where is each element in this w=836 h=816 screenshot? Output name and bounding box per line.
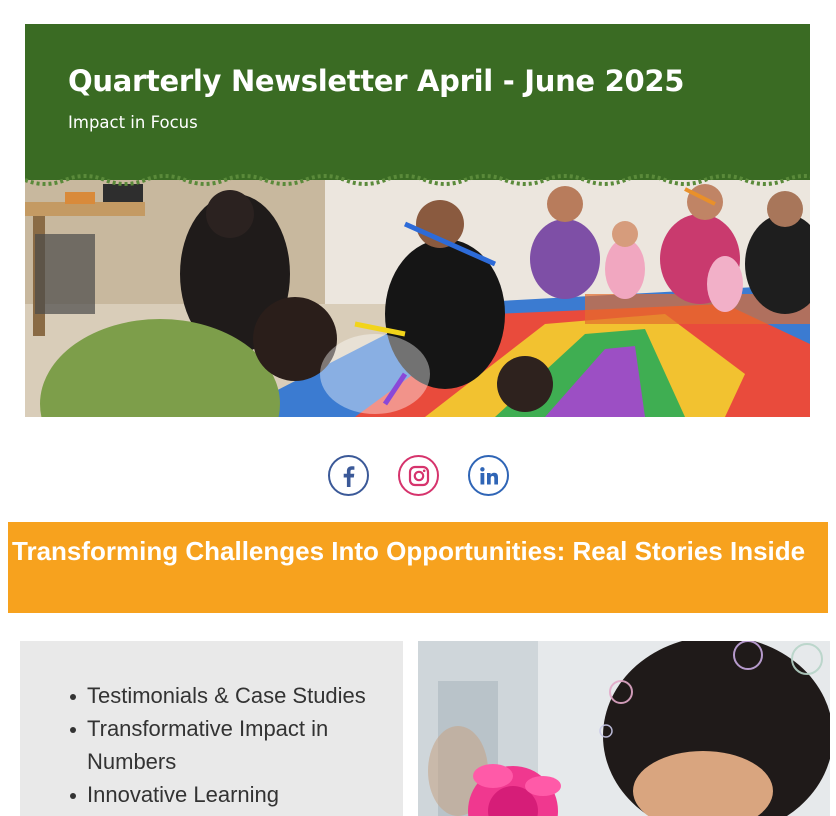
facebook-icon[interactable]	[328, 455, 369, 496]
hero-photo-illustration	[25, 174, 810, 417]
feature-banner	[8, 522, 828, 613]
toc-item[interactable]: Transformative Impact in Numbers	[87, 712, 387, 778]
newsletter-title: Quarterly Newsletter April - June 2025	[68, 64, 685, 98]
side-photo	[418, 641, 830, 816]
toc-box	[20, 641, 403, 816]
side-photo-illustration	[418, 641, 830, 816]
social-links	[0, 455, 836, 499]
instagram-icon[interactable]	[398, 455, 439, 496]
hero-photo	[25, 174, 810, 417]
toc-item[interactable]: Testimonials & Case Studies	[87, 679, 387, 712]
toc-item[interactable]: Innovative Learning	[87, 778, 387, 811]
toc-list	[87, 679, 387, 811]
newsletter-header	[25, 24, 810, 180]
feature-title: Transforming Challenges Into Opportunities: Real Stories Inside	[12, 536, 806, 566]
newsletter-subtitle: Impact in Focus	[68, 113, 198, 132]
linkedin-icon[interactable]	[468, 455, 509, 496]
